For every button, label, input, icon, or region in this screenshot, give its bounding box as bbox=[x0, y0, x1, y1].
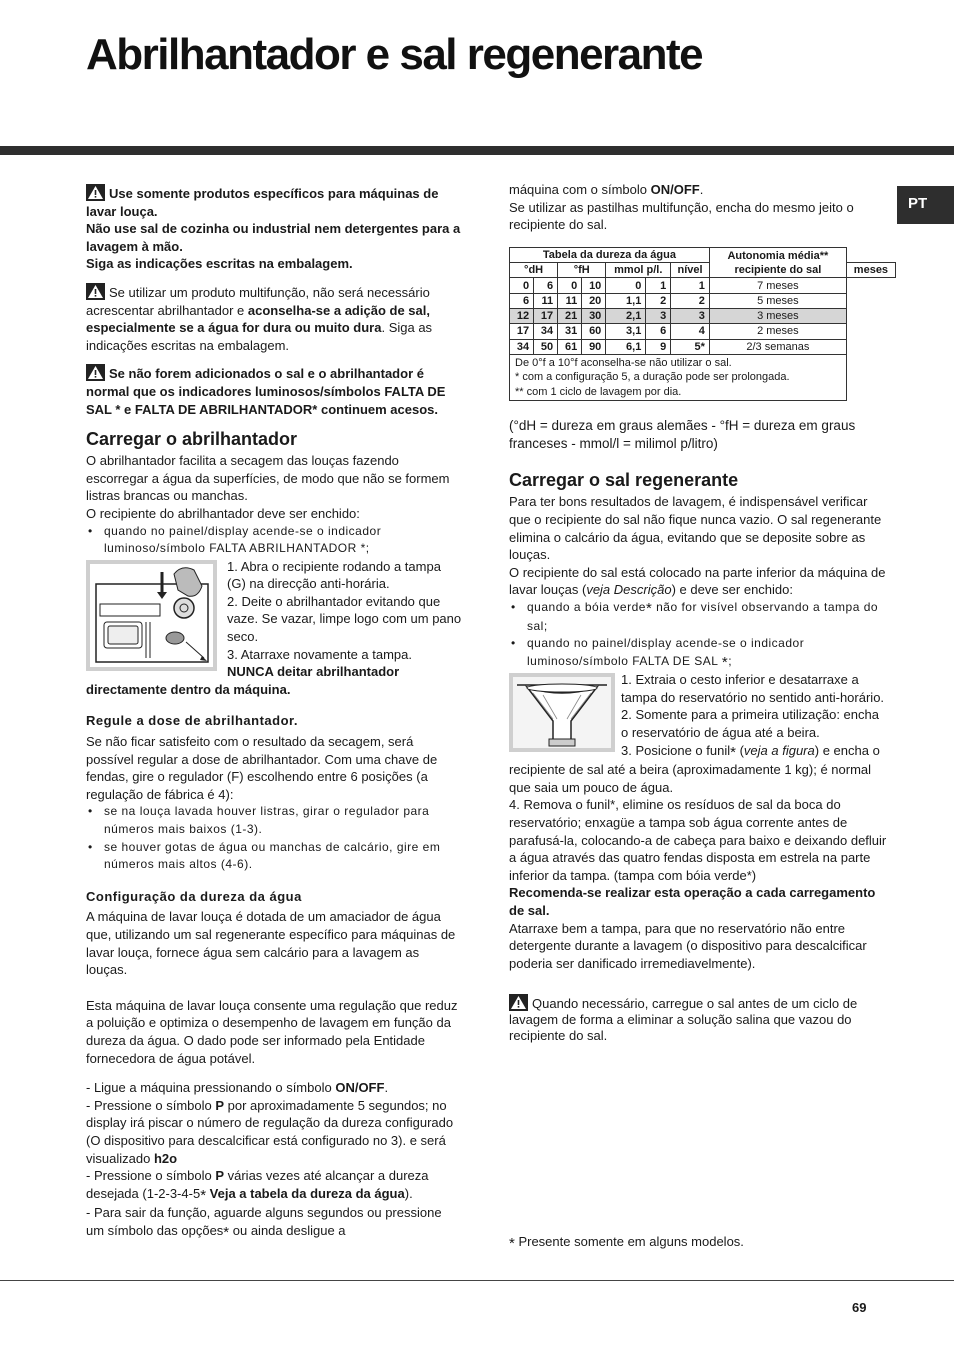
warning-icon bbox=[86, 283, 105, 300]
units-note: (°dH = dureza em graus alemães - °fH = dureza em graus franceses - mmol/l = milimol p/litro) bbox=[509, 418, 856, 452]
top-rule bbox=[0, 146, 954, 155]
col-level: nível bbox=[671, 263, 710, 278]
heading-rinse-aid: Carregar o abrilhantador bbox=[86, 429, 298, 450]
table-row: 12 17 21 30 2,1 3 3 3 meses bbox=[510, 308, 896, 323]
hardness-step-4: - Para sair da função, aguarde alguns segundos ou pressione um símbolo das opções* ou ainda desligue a bbox=[86, 1205, 442, 1241]
table-row: 6 11 11 20 1,1 2 2 5 meses bbox=[510, 293, 896, 308]
hardness-text-1: A máquina de lavar louça é dotada de um amaciador de água que, utilizando um sal regenerante específico para máquinas de lavar louça, fornece água sem calcário para a lavagem as louças. bbox=[86, 909, 456, 978]
water-hardness-table bbox=[509, 247, 896, 402]
hardness-text-2: Esta máquina de lavar louça consente uma regulação que reduz a poluição e optimiza o desempenho de lavagem em função da dureza da água. O dado pode ser informado pela Entidade fornecedora de água potável. bbox=[86, 997, 458, 1066]
warning-salt-before-cycle: Quando necessário, carregue o sal antes de um ciclo de lavagem de forma a eliminar a solução salina que vazou do recipiente do sal. bbox=[509, 996, 858, 1044]
list-item: • se na louça lavada houver listras, girar o regulador para números mais baixos (1-3). bbox=[86, 803, 462, 838]
heading-hardness: Configuração da dureza da água bbox=[86, 888, 302, 904]
right-column bbox=[509, 181, 887, 1044]
table-notes: De 0°f a 10°f aconselha-se não utilizar o sal. * com a configuração 5, a duração pode ser prolongada. ** com 1 ciclo de lavagem por dia. bbox=[510, 354, 896, 401]
col-months: meses bbox=[846, 263, 895, 278]
multifunction-tablets-text: Se utilizar as pastilhas multifunção, encha do mesmo jeito o recipiente do sal. bbox=[509, 199, 854, 233]
table-row: 0 6 0 10 0 1 1 7 meses bbox=[510, 278, 896, 293]
salt-funnel-figure bbox=[509, 673, 615, 752]
warning-multifunction: Se utilizar um produto multifunção, não será necessário acrescentar abrilhantador e aconselha-se a adição de sal, especialmente se a água for dura ou muito dura. Siga as indicações escritas na embalagem. bbox=[86, 284, 433, 353]
hardness-step-3: - Pressione o símbolo P várias vezes até alcançar a dureza desejada (1-2-3-4-5* Veja a tabela da dureza da água). bbox=[86, 1168, 429, 1204]
col-dh: °dH bbox=[510, 263, 558, 278]
rinse-steps: 1. Abra o recipiente rodando a tampa (G) na direcção anti-horária. 2. Deite o abrilhantador evitando que vaze. Se vazar, limpe logo com um pano seco. 3. Atarraxe novamente a tampa. NUNCA deitar abrilhantador directamente dentro da máquina. bbox=[86, 558, 462, 697]
hardness-step-1: - Ligue a máquina pressionando o símbolo ON/OFF. bbox=[86, 1080, 389, 1096]
list-item: • quando a bóia verde* não for visível observando a tampa do sal; bbox=[509, 599, 887, 635]
col-fh: °fH bbox=[558, 263, 606, 278]
table-row: 34 50 61 90 6,1 9 5* 2/3 semanas bbox=[510, 339, 896, 354]
rinse-intro: O abrilhantador facilita a secagem das louças fazendo escorregar a água da superfícies, de modo que não se formem listras brancas ou manchas. bbox=[86, 453, 450, 504]
salt-list bbox=[509, 599, 887, 671]
salt-steps: 1. Extraia o cesto inferior e desatarraxe a tampa do reservatório no sentido anti-horário. 2. Somente para a primeira utilização: encha o reservatório de água até a beira. 3. Posicione o funil* (veja a figura) e encha o recipiente de sal até a beira (aproximadamente 1 kg); é normal que saia um pouco de água. 4. Remova o funil*, elimine os resíduos de sal da boca do reservatório; enxagüe a tampa sob água corrente antes de parafusá-la, colocando-a de cabeça para baixo e deixando defluir a água através das quatro fendas disposta em estrela na parte inferior da tampa. (tampa com bóia verde*) Recomenda-se realizar esta operação a cada carregamento de sal. Atarraxe bem a tampa, para que no reservatório não entre detergente durante a lavagem (o dispositivo para descalcificar poderia ser danificado irremediavelmente). bbox=[509, 672, 887, 971]
rinse-aid-dispenser-figure bbox=[86, 560, 217, 671]
heading-salt: Carregar o sal regenerante bbox=[509, 470, 739, 491]
dose-list bbox=[86, 803, 462, 873]
warning-icon bbox=[86, 364, 105, 381]
footnote: * Presente somente em alguns modelos. bbox=[509, 1234, 744, 1252]
col-mmol: mmol p/l. bbox=[606, 263, 671, 278]
table-title: Tabela da dureza da água bbox=[510, 247, 710, 262]
page-number: 69 bbox=[852, 1300, 867, 1315]
page-title: Abrilhantador e sal regenerante bbox=[86, 30, 703, 79]
continued-text: máquina com o símbolo ON/OFF. bbox=[509, 182, 704, 197]
salt-location: O recipiente do sal está colocado na parte inferior da máquina de lavar louças (veja Descrição) e deve ser enchido: bbox=[509, 564, 886, 598]
list-item: • quando no painel/display acende-se o indicador luminoso/símbolo FALTA ABRILHANTADOR *; bbox=[86, 523, 462, 558]
dose-text: Se não ficar satisfeito com o resultado da secagem, será possível regular a dose de abrilhantador. Com uma chave de fendas, gire o regulador (F) escolhendo entre 6 posições (a regulação de fábrica é 4): bbox=[86, 734, 438, 802]
left-column bbox=[86, 184, 462, 1241]
heading-dose: Regule a dose de abrilhantador. bbox=[86, 713, 298, 729]
hardness-step-2: - Pressione o símbolo P por aproximadamente 5 segundos; no display irá piscar o número de regulação da dureza configurado (O dispositivo para descalcificar está configurado no 3). e será visualizado h2o bbox=[86, 1097, 454, 1166]
language-tab: PT bbox=[897, 186, 954, 224]
warning-icon bbox=[86, 184, 105, 201]
rinse-fill-when: O recipiente do abrilhantador deve ser enchido: bbox=[86, 505, 360, 521]
warning-icon bbox=[509, 994, 528, 1011]
table-row: 17 34 31 60 3,1 6 4 2 meses bbox=[510, 324, 896, 339]
rinse-list bbox=[86, 523, 462, 558]
list-item: • quando no painel/display acende-se o indicador luminoso/símbolo FALTA DE SAL *; bbox=[509, 635, 887, 671]
warning-products: Use somente produtos específicos para máquinas de lavar louça. Não use sal de cozinha ou industrial nem detergentes para a lavagem à mão. Siga as indicações escritas na embalagem. bbox=[86, 186, 461, 272]
bottom-rule bbox=[0, 1280, 954, 1281]
salt-intro: Para ter bons resultados de lavagem, é indispensável verificar que o recipiente do sal não fique nunca vazio. O sal regenerante elimina o calcário da água, evitando que se deposite sobre as louças. bbox=[509, 494, 882, 563]
warning-indicators: Se não forem adicionados o sal e o abrilhantador é normal que os indicadores luminosos/símbolos FALTA DE SAL * e FALTA DE ABRILHANTADOR* continuem acesos. bbox=[86, 366, 446, 417]
list-item: • se houver gotas de água ou manchas de calcário, gire em números mais altos (4-6). bbox=[86, 839, 462, 874]
table-autonomy-header: Autonomia média** recipiente do sal bbox=[709, 247, 846, 278]
